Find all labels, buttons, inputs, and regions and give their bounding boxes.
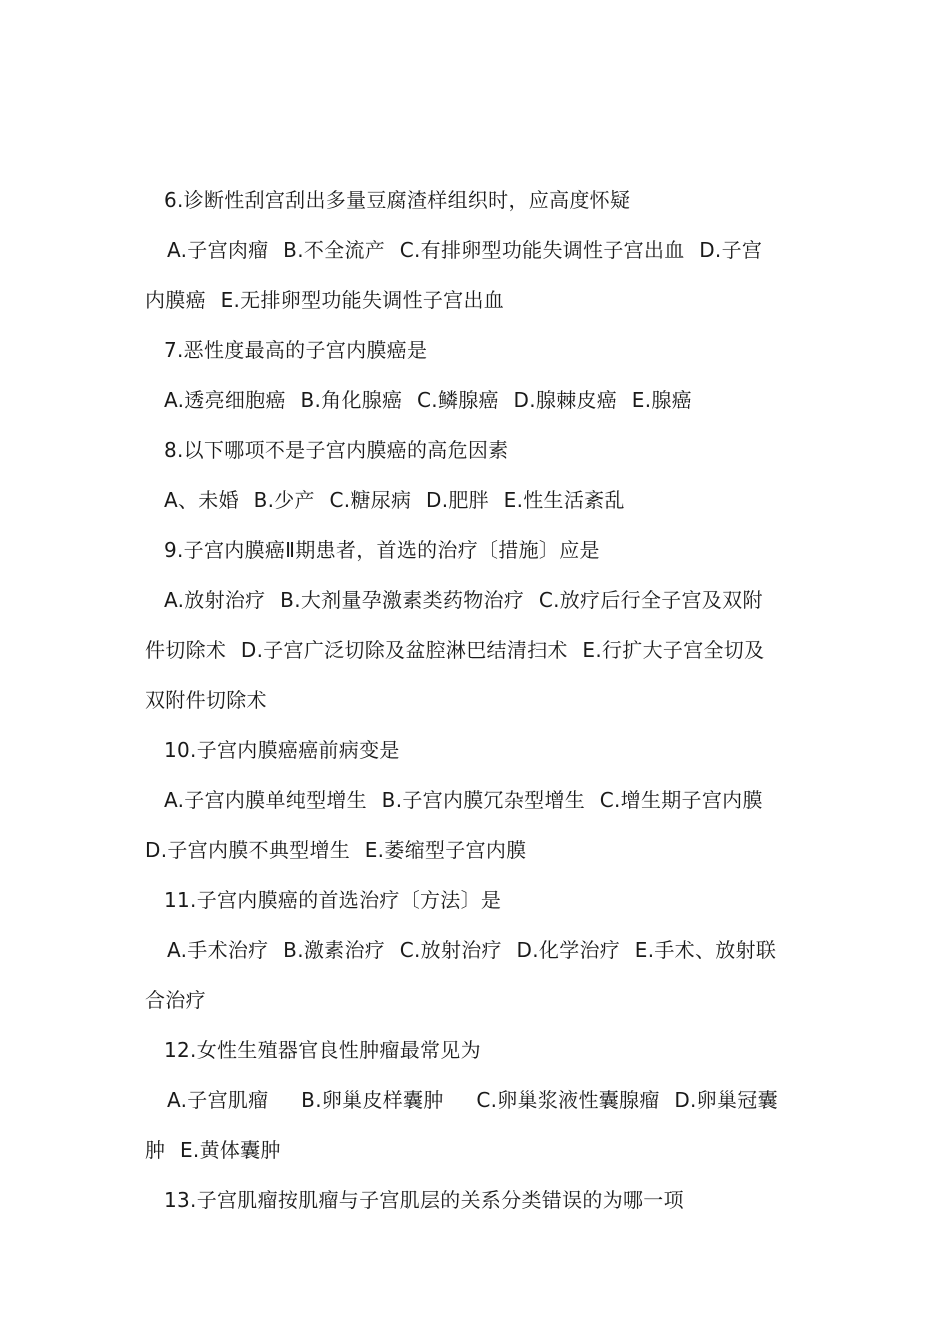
option: B.子宫内膜冗杂型增生 — [381, 788, 586, 812]
options-line — [145, 825, 810, 875]
option: A.子宫内膜单纯型增生 — [164, 788, 367, 812]
option: E.黄体囊肿 — [179, 1138, 281, 1162]
options-line — [145, 275, 810, 325]
option: D.肥胖 — [426, 488, 489, 512]
option: E.萎缩型子宫内膜 — [364, 838, 527, 862]
option: D.腺棘皮癌 — [513, 388, 618, 412]
option-continued: 双附件切除术 — [145, 688, 267, 712]
option: D.子宫内膜不典型增生 — [145, 838, 351, 862]
options-line — [145, 225, 810, 275]
option: D.化学治疗 — [516, 938, 621, 962]
option: A、未婚 — [164, 488, 239, 512]
option: A.子宫肉瘤 — [167, 238, 269, 262]
option: A.手术治疗 — [167, 938, 269, 962]
options-line — [145, 1075, 810, 1125]
options-line — [145, 1125, 810, 1175]
option: B.角化腺癌 — [300, 388, 403, 412]
question-stem: 7.恶性度最高的子宫内膜癌是 — [164, 338, 428, 362]
option: B.大剂量孕激素类药物治疗 — [280, 588, 525, 612]
option: D.卵巢冠囊 — [674, 1088, 778, 1112]
options-line — [145, 475, 810, 525]
options-line — [145, 975, 810, 1025]
question-stem: 11.子宫内膜癌的首选治疗〔方法〕是 — [164, 888, 502, 912]
option: B.少产 — [253, 488, 315, 512]
question-stem: 8.以下哪项不是子宫内膜癌的高危因素 — [164, 438, 509, 462]
options-line — [145, 375, 810, 425]
option: C.增生期子宫内膜 — [599, 788, 763, 812]
options-line — [145, 625, 810, 675]
option: C.鳞腺癌 — [417, 388, 499, 412]
question-list — [145, 175, 810, 1225]
option: E.腺癌 — [631, 388, 692, 412]
option: C.卵巢浆液性囊腺瘤 — [476, 1088, 660, 1112]
question-stem: 9.子宫内膜癌Ⅱ期患者，首选的治疗〔措施〕应是 — [164, 538, 600, 562]
question-stem: 6.诊断性刮宫刮出多量豆腐渣样组织时，应高度怀疑 — [164, 188, 631, 212]
option: E.行扩大子宫全切及 — [582, 638, 765, 662]
options-line — [145, 675, 810, 725]
options-line — [145, 575, 810, 625]
option-continued: 肿 — [145, 1138, 166, 1162]
option: A.子宫肌瘤 — [167, 1088, 269, 1112]
option-continued: 合治疗 — [145, 988, 206, 1012]
question-stem: 13.子宫肌瘤按肌瘤与子宫肌层的关系分类错误的为哪一项 — [164, 1188, 684, 1212]
option: C.糖尿病 — [329, 488, 412, 512]
question-stem: 10.子宫内膜癌癌前病变是 — [164, 738, 400, 762]
option: B.不全流产 — [283, 238, 386, 262]
option: C.有排卵型功能失调性子宫出血 — [399, 238, 685, 262]
option: C.放射治疗 — [399, 938, 502, 962]
option-continued: 件切除术 — [145, 638, 227, 662]
option: B.卵巢皮样囊肿 — [301, 1088, 444, 1112]
option-continued: 内膜癌 — [145, 288, 206, 312]
question-stem: 12.女性生殖器官良性肿瘤最常见为 — [164, 1038, 481, 1062]
option: A.放射治疗 — [164, 588, 266, 612]
option: E.手术、放射联 — [634, 938, 777, 962]
option: D.子宫 — [699, 238, 763, 262]
option: E.无排卵型功能失调性子宫出血 — [220, 288, 505, 312]
options-line — [145, 925, 810, 975]
option: D.子宫广泛切除及盆腔淋巴结清扫术 — [240, 638, 568, 662]
options-line — [145, 775, 810, 825]
option: B.激素治疗 — [283, 938, 386, 962]
option: E.性生活紊乱 — [503, 488, 625, 512]
option: C.放疗后行全子宫及双附 — [538, 588, 763, 612]
option: A.透亮细胞癌 — [164, 388, 286, 412]
